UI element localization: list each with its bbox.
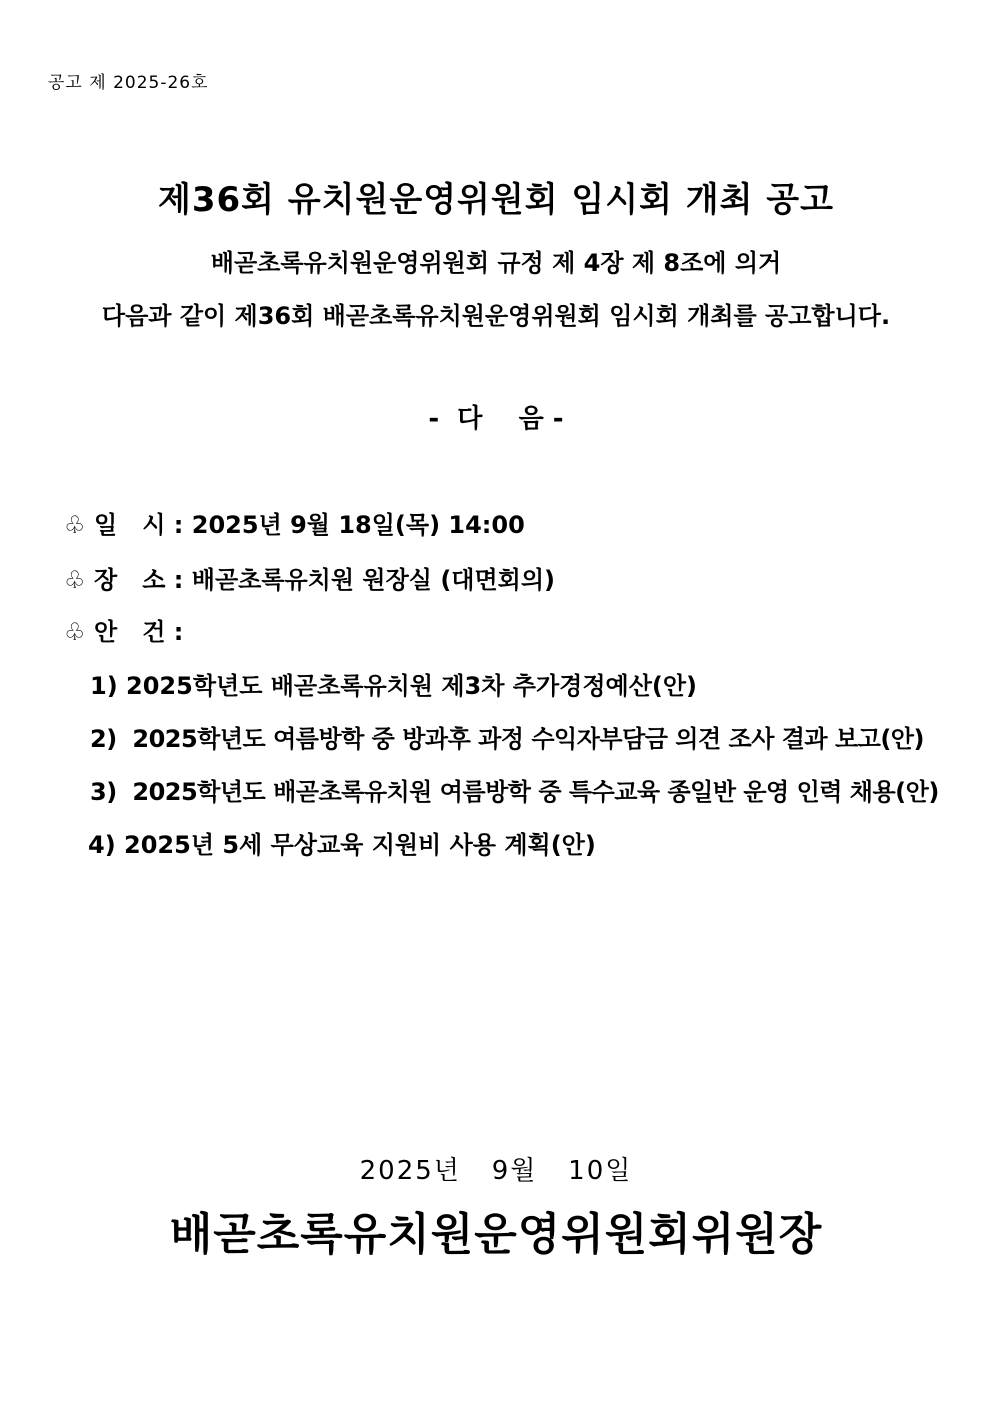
detail-separator: : [173,566,184,594]
intro-line-1: 배곧초록유치원운영위원회 규정 제 4장 제 8조에 의거 [210,249,782,277]
detail-label: 일 시 [94,511,166,539]
club-icon: ♧ [64,566,86,594]
document-number: 공고 제 2025-26호 [48,73,209,93]
club-icon: ♧ [64,618,86,646]
notice-date: 2025년 9월 10일 [359,1156,633,1186]
agenda-item: 3) 2025학년도 배곧초록유치원 여름방학 중 특수교육 종일반 운영 인력 채용(안) [90,778,939,806]
club-icon: ♧ [64,511,86,539]
detail-separator: : [173,618,184,646]
detail-value: 배곧초록유치원 원장실 (대면회의) [191,566,555,594]
notice-title: 제36회 유치원운영위원회 임시회 개최 공고 [157,180,834,220]
agenda-item: 4) 2025년 5세 무상교육 지원비 사용 계획(안) [88,831,596,859]
detail-value: 2025년 9월 18일(목) 14:00 [191,511,525,539]
detail-label: 안 건 [94,618,166,646]
detail-label: 장 소 [94,566,166,594]
intro-line-2: 다음과 같이 제36회 배곧초록유치원운영위원회 임시회 개최를 공고합니다. [101,302,891,330]
detail-item-agenda [64,612,183,647]
section-heading: - 다 음 - [428,404,564,434]
detail-separator: : [173,511,184,539]
agenda-item: 2) 2025학년도 여름방학 중 방과후 과정 수익자부담금 의견 조사 결과 보고(안) [90,725,924,753]
signatory: 배곧초록유치원운영위원회위원장 [169,1209,823,1260]
detail-item-location [64,560,555,595]
agenda-item: 1) 2025학년도 배곧초록유치원 제3차 추가경정예산(안) [90,672,698,700]
detail-item-datetime [64,505,525,540]
